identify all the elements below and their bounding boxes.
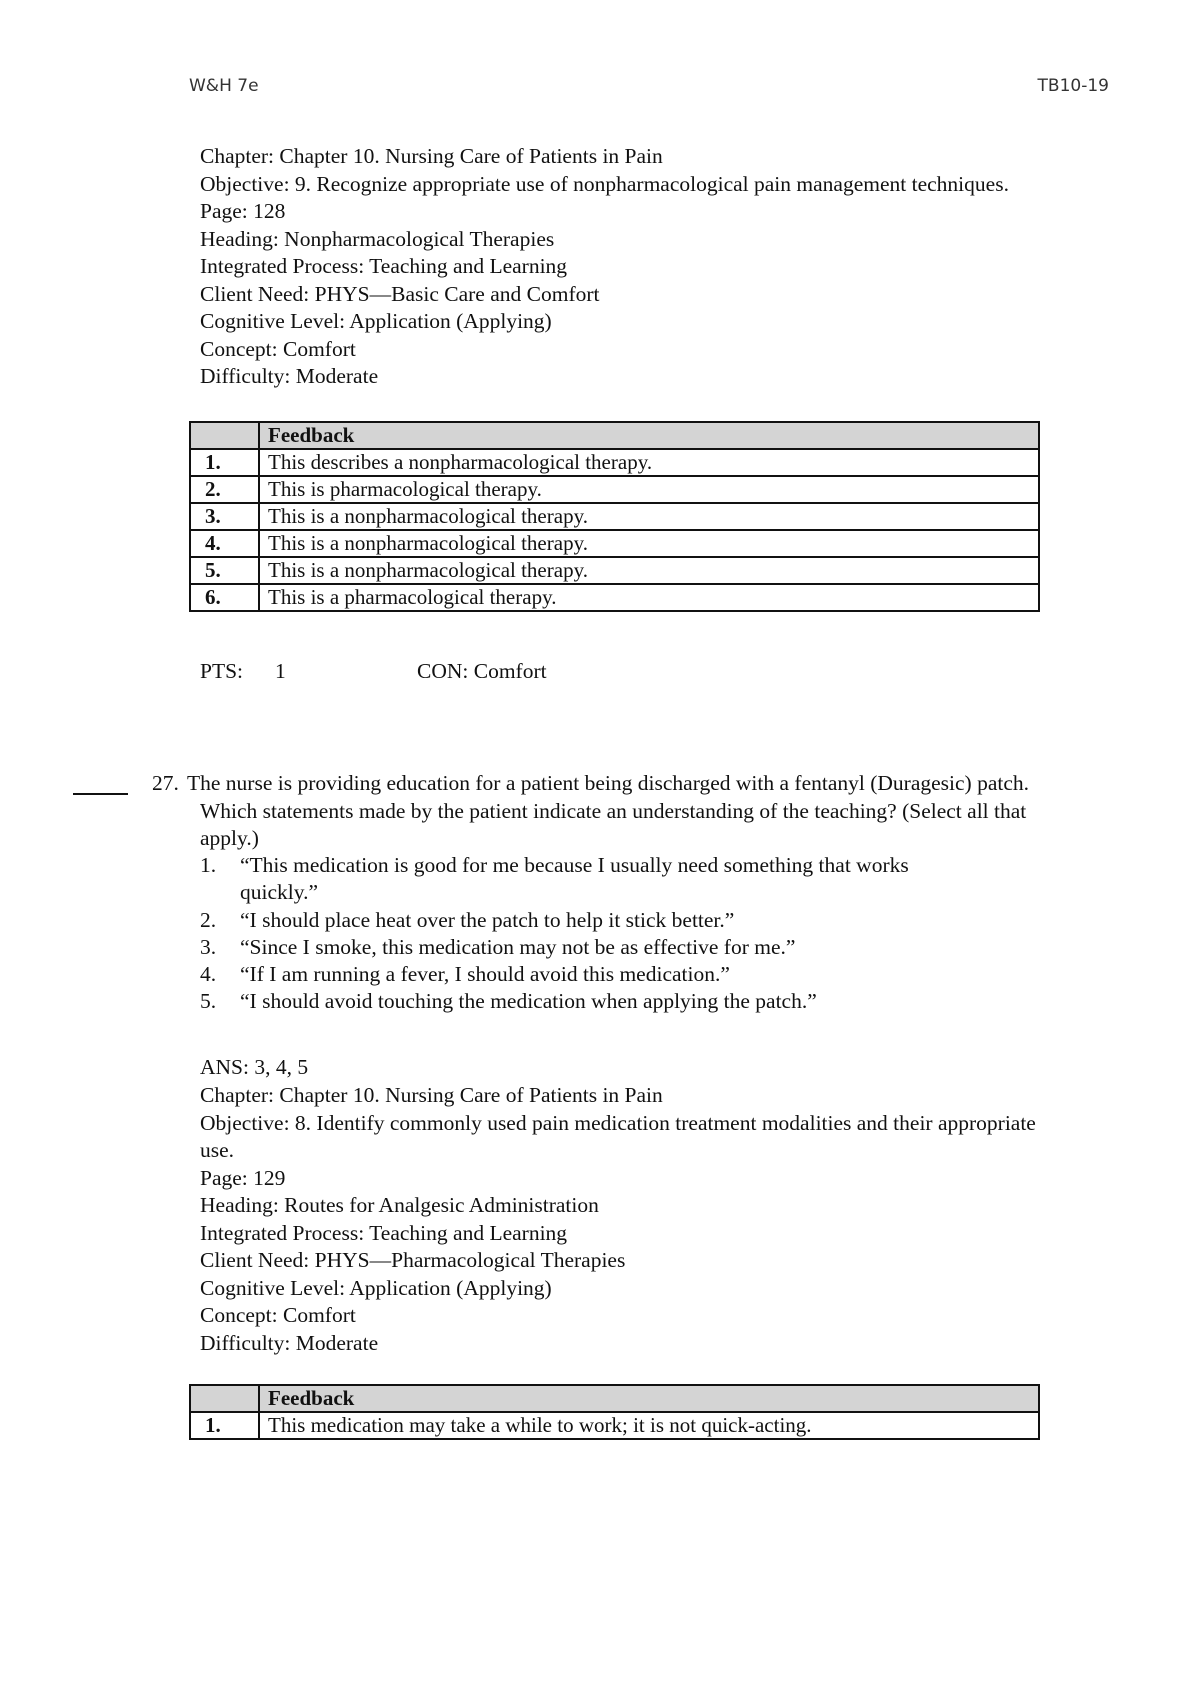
table-header-feedback: Feedback — [259, 1385, 1039, 1412]
q26-feedback-table — [189, 421, 1040, 612]
meta-difficulty: Difficulty: Moderate — [200, 364, 379, 388]
meta-difficulty: Difficulty: Moderate — [200, 1330, 379, 1355]
row-feedback: This is a pharmacological therapy. — [259, 584, 1039, 611]
meta-integrated-process: Integrated Process: Teaching and Learning — [200, 254, 568, 278]
meta-page: Page: 129 — [200, 1165, 286, 1190]
table-header-blank — [190, 422, 259, 449]
option-2 — [200, 907, 734, 935]
table-row — [190, 476, 1039, 503]
option-1-continued: quickly.” — [240, 880, 319, 904]
pts-value: 1 — [275, 659, 286, 683]
row-feedback: This is a nonpharmacological therapy. — [259, 503, 1039, 530]
row-feedback: This is pharmacological therapy. — [259, 476, 1039, 503]
meta-objective-cont: use. — [200, 1138, 235, 1162]
row-feedback: This is a nonpharmacological therapy. — [259, 557, 1039, 584]
table-row — [190, 530, 1039, 557]
row-number: 5. — [190, 557, 259, 584]
q27-metadata — [200, 1082, 1036, 1357]
option-text: “This medication is good for me because I usually need something that works — [240, 853, 909, 877]
row-number: 6. — [190, 584, 259, 611]
answer-blank-line[interactable] — [73, 793, 128, 795]
stem-line: apply.) — [200, 826, 259, 850]
table-row — [190, 1412, 1039, 1439]
meta-concept: Concept: Comfort — [200, 1303, 356, 1327]
meta-heading: Heading: Nonpharmacological Therapies — [200, 226, 555, 251]
q26-metadata — [200, 143, 1009, 391]
option-number: 5. — [200, 989, 217, 1013]
option-4 — [200, 961, 730, 989]
stem-line: Which statements made by the patient indicate an understanding of the teaching? (Select all that — [200, 798, 1027, 823]
meta-concept: Concept: Comfort — [200, 336, 356, 361]
option-number: 3. — [200, 935, 217, 959]
option-number: 2. — [200, 908, 217, 932]
header-right: TB10-19 — [1037, 76, 1109, 96]
meta-page: Page: 128 — [200, 199, 286, 223]
meta-objective: Objective: 8. Identify commonly used pain medication treatment modalities and their appropriate — [200, 1110, 1036, 1135]
option-text: “If I am running a fever, I should avoid this medication.” — [240, 962, 730, 986]
stem-line: The nurse is providing education for a patient being discharged with a fentanyl (Duragesic) patch. — [187, 771, 1030, 795]
option-text: “Since I smoke, this medication may not be as effective for me.” — [240, 935, 796, 959]
table-row — [190, 557, 1039, 584]
q27-feedback-table — [189, 1384, 1040, 1440]
option-text: “I should avoid touching the medication when applying the patch.” — [240, 989, 817, 1013]
question-stem — [187, 770, 1147, 853]
meta-integrated-process: Integrated Process: Teaching and Learning — [200, 1220, 568, 1245]
row-feedback: This medication may take a while to work; it is not quick-acting. — [259, 1412, 1039, 1439]
row-number: 1. — [190, 1412, 259, 1439]
row-number: 4. — [190, 530, 259, 557]
table-row — [190, 449, 1039, 476]
table-header-row — [190, 1385, 1039, 1412]
meta-client-need: Client Need: PHYS—Pharmacological Therapies — [200, 1248, 626, 1272]
meta-client-need: Client Need: PHYS—Basic Care and Comfort — [200, 281, 600, 306]
meta-cognitive-level: Cognitive Level: Application (Applying) — [200, 1275, 552, 1300]
option-text: “I should place heat over the patch to help it stick better.” — [240, 908, 735, 932]
pts-label: PTS: — [200, 659, 244, 683]
row-number: 2. — [190, 476, 259, 503]
meta-cognitive-level: Cognitive Level: Application (Applying) — [200, 309, 552, 333]
meta-chapter: Chapter: Chapter 10. Nursing Care of Patients in Pain — [200, 1083, 663, 1107]
table-row — [190, 584, 1039, 611]
row-feedback: This is a nonpharmacological therapy. — [259, 530, 1039, 557]
con-label: CON: Comfort — [417, 659, 547, 683]
table-header-feedback: Feedback — [259, 422, 1039, 449]
row-feedback: This describes a nonpharmacological therapy. — [259, 449, 1039, 476]
option-number: 4. — [200, 962, 217, 986]
row-number: 3. — [190, 503, 259, 530]
table-row — [190, 503, 1039, 530]
option-3 — [200, 934, 795, 962]
answer-key: ANS: 3, 4, 5 — [200, 1055, 309, 1079]
meta-heading: Heading: Routes for Analgesic Administration — [200, 1193, 599, 1217]
header-left: W&H 7e — [189, 76, 259, 96]
table-header-row — [190, 422, 1039, 449]
option-number: 1. — [200, 853, 217, 877]
row-number: 1. — [190, 449, 259, 476]
table-header-blank — [190, 1385, 259, 1412]
meta-chapter: Chapter: Chapter 10. Nursing Care of Patients in Pain — [200, 144, 663, 168]
option-1 — [200, 852, 909, 880]
meta-objective: Objective: 9. Recognize appropriate use of nonpharmacological pain management techniques. — [200, 171, 1009, 196]
option-5 — [200, 988, 817, 1016]
question-number: 27. — [152, 771, 179, 795]
